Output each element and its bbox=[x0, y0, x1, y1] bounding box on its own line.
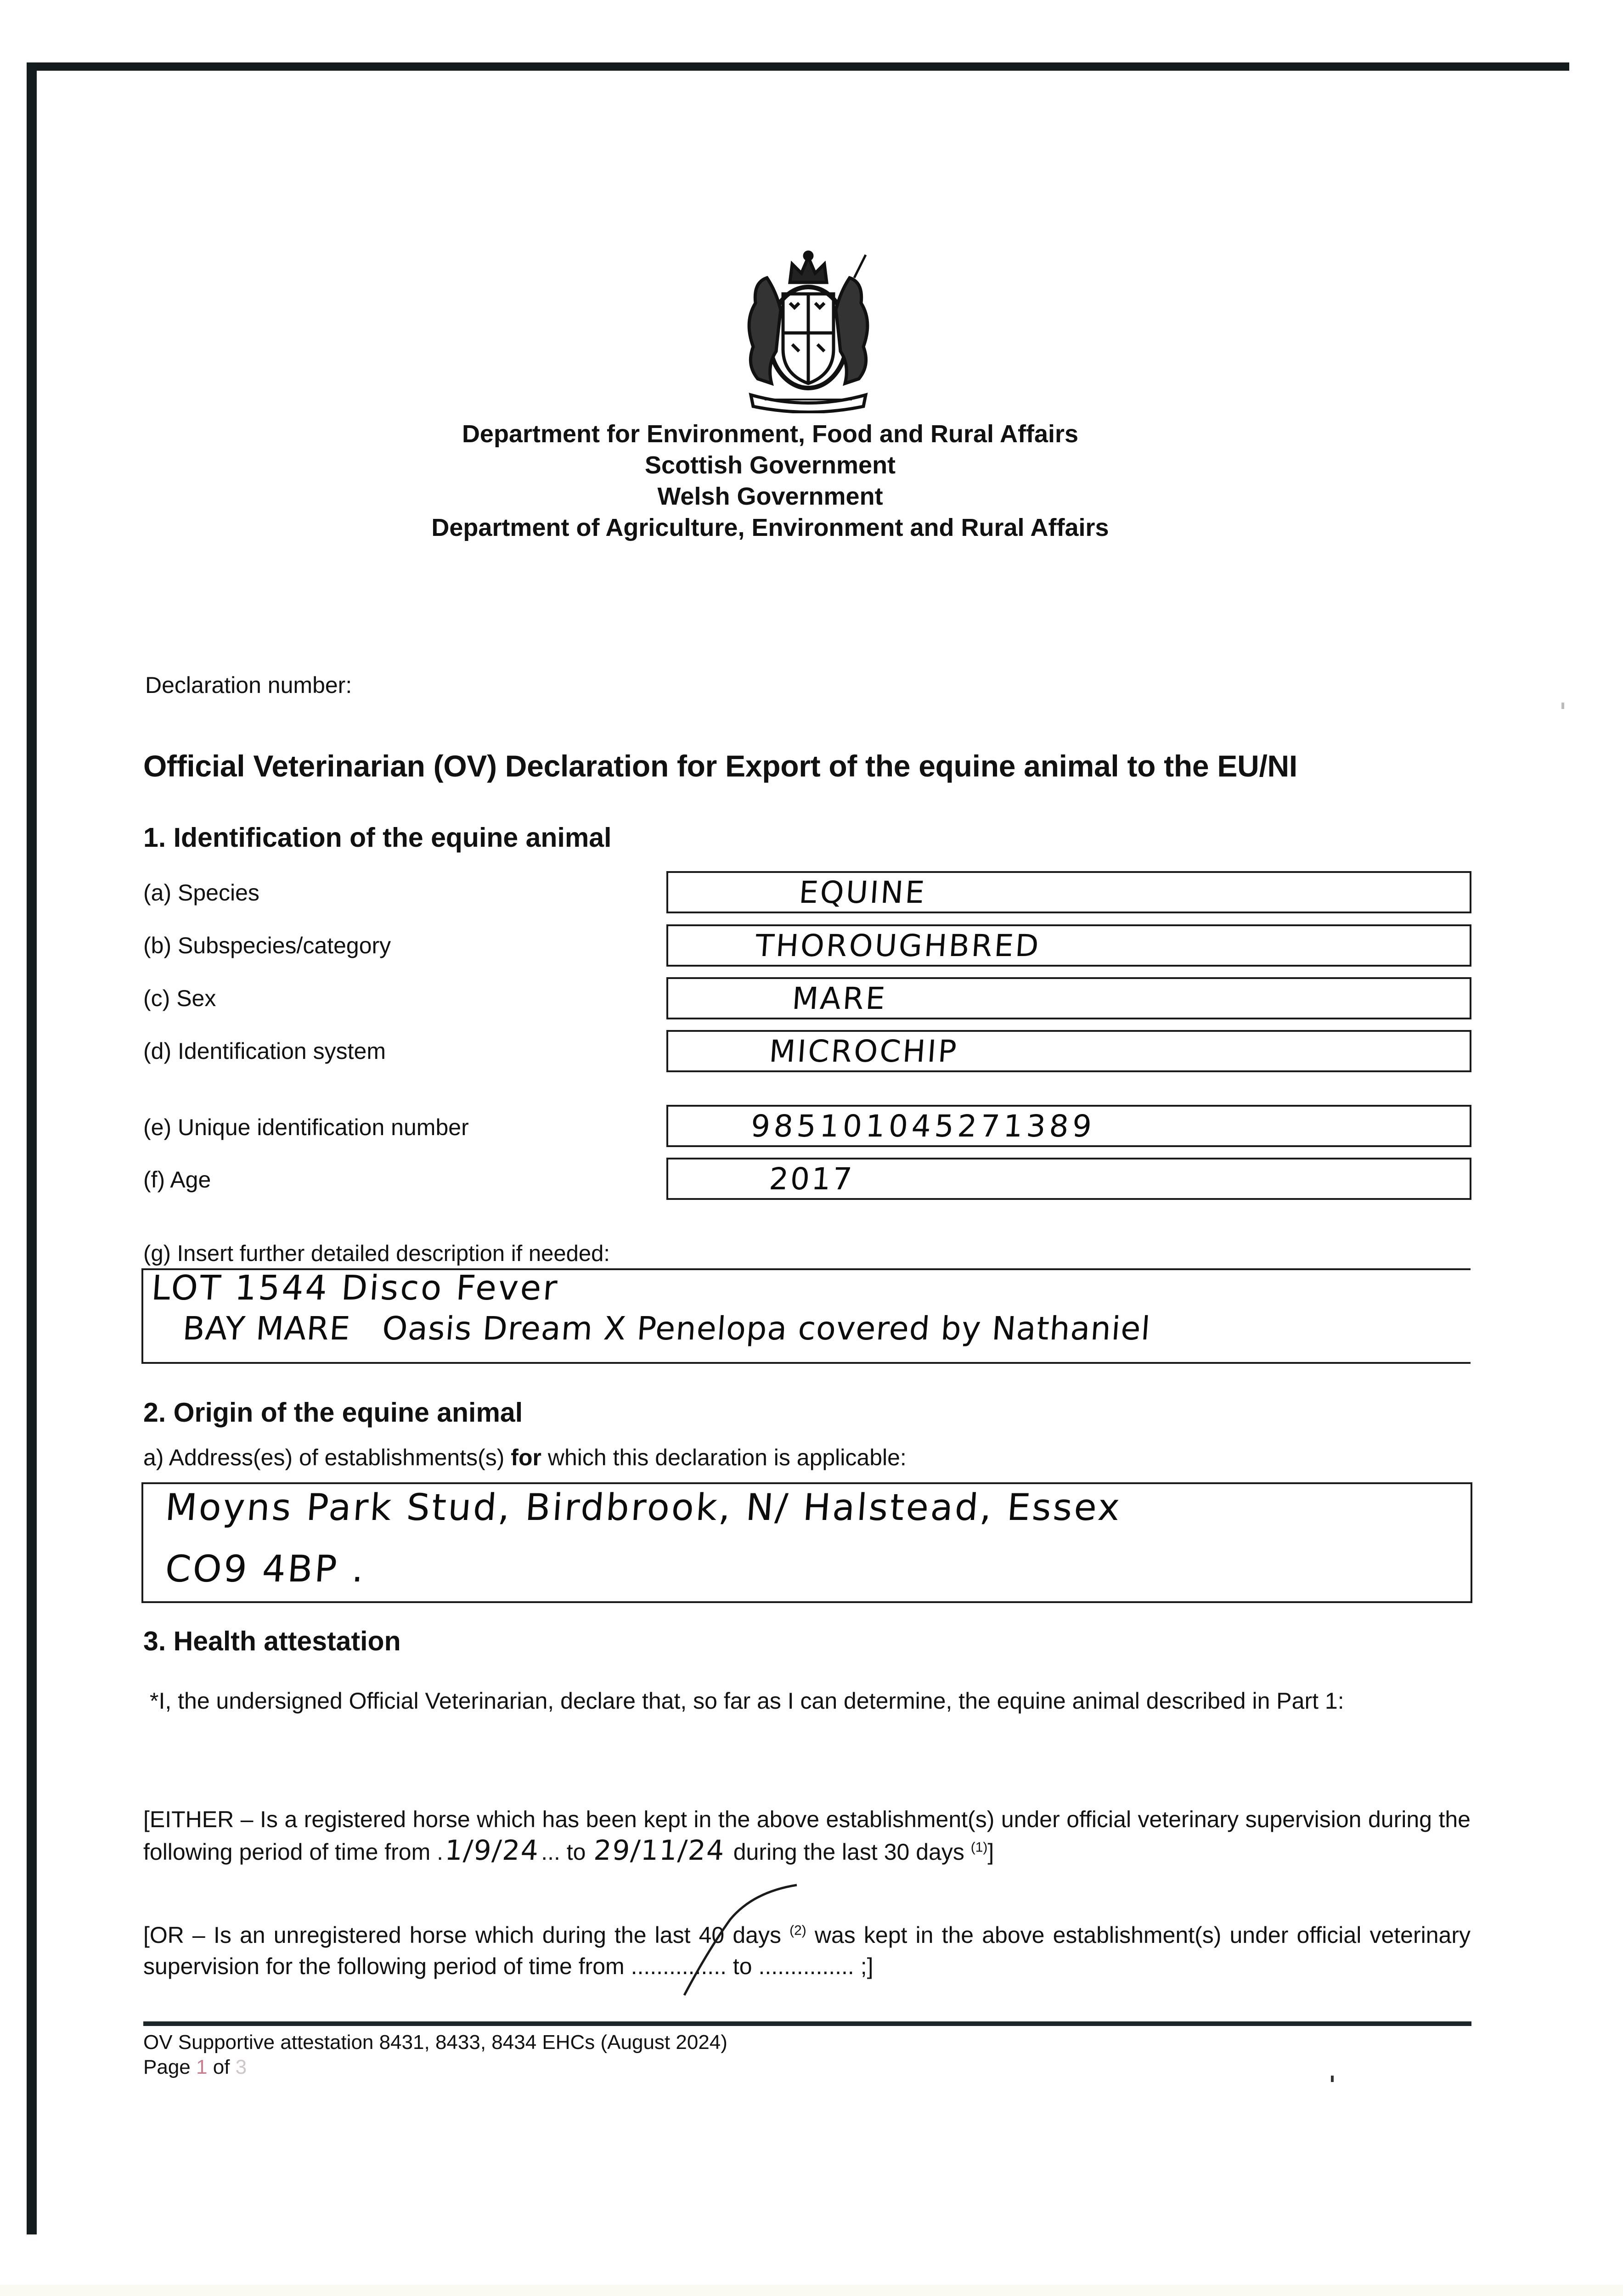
scan-speck bbox=[1561, 703, 1564, 709]
declaration-number-label: Declaration number: bbox=[145, 672, 352, 698]
address-label: a) Address(es) of establishments(s) for which this declaration is applicable: bbox=[143, 1445, 907, 1470]
unique-id-field[interactable] bbox=[666, 1105, 1471, 1147]
page-title: Official Veterinarian (OV) Declaration for Export of the equine animal to the EU/NI bbox=[143, 749, 1297, 783]
org-scottish-government: Scottish Government bbox=[644, 451, 896, 479]
unique-id-label: (e) Unique identification number bbox=[143, 1114, 469, 1140]
attestation-intro: *I, the undersigned Official Veterinarian, declare that, so far as I can determine, the equine animal described in Part 1: bbox=[150, 1688, 1344, 1714]
unique-id-value: 985101045271389 bbox=[750, 1109, 1097, 1144]
sex-field[interactable] bbox=[666, 977, 1471, 1019]
page-number: Page 1 of 3 bbox=[143, 2056, 247, 2078]
or-clause: [OR – Is an unregistered horse which during the last 40 days $^{(2)}$ was kept in the above establishment(s) under official veterinary supervision for the following period of time from ............... to ............... ;] bbox=[143, 1922, 1471, 1979]
age-field[interactable] bbox=[666, 1158, 1471, 1200]
sex-label: (c) Sex bbox=[143, 985, 216, 1011]
subspecies-field[interactable] bbox=[666, 924, 1471, 967]
strikethrough-mark-icon bbox=[680, 1883, 799, 1998]
to-date-value: 29/11/24 bbox=[592, 1835, 727, 1867]
identification-system-label: (d) Identification system bbox=[143, 1038, 386, 1064]
footer-divider bbox=[143, 2021, 1471, 2026]
species-label: (a) Species bbox=[143, 880, 259, 906]
page-total: 3 bbox=[235, 2056, 247, 2078]
identification-system-value: MICROCHIP bbox=[768, 1034, 959, 1069]
description-line-2: BAY MARE Oasis Dream X Penelopa covered by Nathaniel bbox=[181, 1310, 1152, 1347]
org-daera: Department of Agriculture, Environment and Rural Affairs bbox=[431, 514, 1109, 541]
species-field[interactable] bbox=[666, 871, 1471, 913]
page-current: 1 bbox=[196, 2056, 208, 2078]
age-label: (f) Age bbox=[143, 1167, 211, 1193]
either-clause: [EITHER – Is a registered horse which has been kept in the above establishment(s) under official veterinary supervision during the following period of time from .1/9/24... to 29/11/24 during the last 30 days $^{(1)}$] bbox=[143, 1806, 1471, 1867]
page-frame-left bbox=[27, 62, 37, 2234]
footer-reference: OV Supportive attestation 8431, 8433, 8434 EHCs (August 2024) bbox=[143, 2031, 727, 2054]
org-defra: Department for Environment, Food and Rural Affairs bbox=[462, 420, 1079, 448]
subspecies-label: (b) Subspecies/category bbox=[143, 933, 391, 958]
species-value: EQUINE bbox=[798, 875, 928, 910]
scan-edge bbox=[0, 2285, 1623, 2296]
from-date-value: 1/9/24 bbox=[444, 1835, 541, 1867]
sex-value: MARE bbox=[791, 981, 888, 1016]
section-1-heading: 1. Identification of the equine animal bbox=[143, 822, 612, 853]
royal-coat-of-arms-icon bbox=[723, 250, 893, 413]
scan-speck bbox=[1331, 2076, 1334, 2082]
org-welsh-government: Welsh Government bbox=[657, 483, 883, 510]
subspecies-value: THOROUGHBRED bbox=[754, 928, 1042, 963]
address-line-1: Moyns Park Stud, Birdbrook, N/ Halstead, Essex bbox=[163, 1486, 1123, 1529]
identification-system-field[interactable] bbox=[666, 1030, 1471, 1072]
address-line-2: CO9 4BP . bbox=[163, 1548, 367, 1590]
section-2-heading: 2. Origin of the equine animal bbox=[143, 1397, 523, 1428]
section-3-heading: 3. Health attestation bbox=[143, 1626, 401, 1656]
description-line-1: LOT 1544 Disco Fever bbox=[150, 1268, 560, 1308]
age-value: 2017 bbox=[768, 1161, 855, 1197]
description-label: (g) Insert further detailed description if needed: bbox=[143, 1241, 610, 1266]
page-frame-top bbox=[33, 62, 1569, 71]
